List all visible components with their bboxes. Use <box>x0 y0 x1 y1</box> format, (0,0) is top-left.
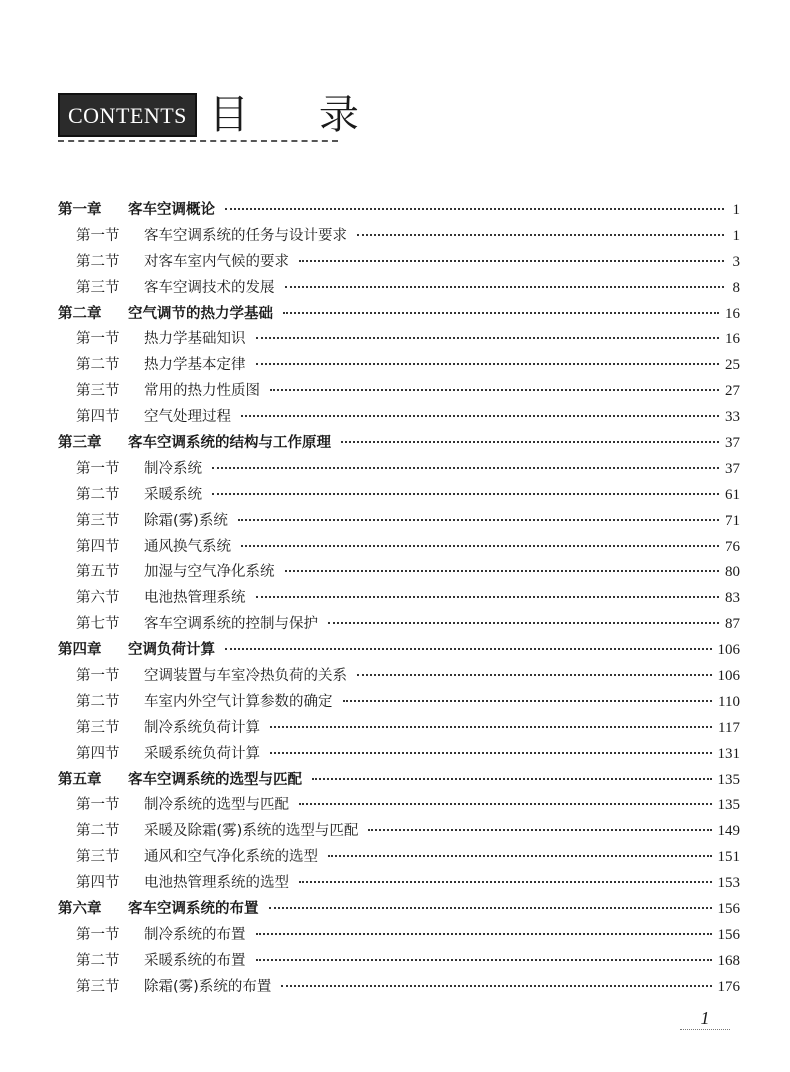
section-number: 第三节 <box>76 978 120 995</box>
dot-leader <box>241 545 719 547</box>
header-divider <box>58 140 338 142</box>
dot-leader <box>256 933 712 935</box>
toc-page-number: 61 <box>725 486 740 503</box>
toc-section-entry[interactable] <box>58 483 740 509</box>
dot-leader <box>212 493 719 495</box>
chapter-title: 客车空调概论 <box>128 202 215 218</box>
dot-leader <box>256 337 720 339</box>
toc-section-entry[interactable] <box>58 690 740 716</box>
toc-page-number: 1 <box>732 202 740 218</box>
section-title: 制冷系统 <box>144 460 202 477</box>
section-title: 电池热管理系统的选型 <box>144 875 289 892</box>
section-number: 第四节 <box>76 745 120 762</box>
section-number: 第七节 <box>76 616 120 633</box>
dot-leader <box>269 907 712 909</box>
dot-leader <box>238 519 719 521</box>
section-title: 常用的热力性质图 <box>144 383 260 400</box>
chapter-title: 空调负荷计算 <box>128 642 215 659</box>
toc-page-number: 156 <box>717 926 740 943</box>
section-number: 第三节 <box>76 719 120 736</box>
toc-section-entry[interactable] <box>58 793 740 819</box>
toc-section-entry[interactable] <box>58 353 740 379</box>
section-number: 第二节 <box>76 486 120 503</box>
section-title: 采暖系统 <box>144 486 202 503</box>
dot-leader <box>225 208 724 210</box>
dot-leader <box>357 674 712 676</box>
toc-section-entry[interactable] <box>58 224 740 250</box>
section-title: 制冷系统负荷计算 <box>144 719 260 736</box>
section-title: 制冷系统的布置 <box>144 926 246 943</box>
chapter-number: 第五章 <box>58 771 102 788</box>
toc-section-entry[interactable] <box>58 276 740 302</box>
section-number: 第一节 <box>76 926 120 943</box>
toc-page-number: 80 <box>725 564 740 581</box>
dot-leader <box>299 881 712 883</box>
toc-section-entry[interactable] <box>58 716 740 742</box>
toc-chapter-entry[interactable] <box>58 768 740 794</box>
section-title: 热力学基本定律 <box>144 357 246 374</box>
section-number: 第三节 <box>76 383 120 400</box>
toc-page-number: 135 <box>717 771 740 788</box>
page-number: 1 <box>700 1008 710 1028</box>
toc-section-entry[interactable] <box>58 457 740 483</box>
toc-chapter-entry[interactable] <box>58 897 740 923</box>
section-number: 第二节 <box>76 693 120 710</box>
section-number: 第二节 <box>76 357 120 374</box>
chapter-number: 第二章 <box>58 305 102 322</box>
toc-section-entry[interactable] <box>58 949 740 975</box>
toc-page-number: 37 <box>725 460 740 477</box>
toc-page-number: 1 <box>732 227 740 244</box>
toc-page-number: 16 <box>725 331 740 348</box>
toc-section-entry[interactable] <box>58 819 740 845</box>
chapter-number: 第一章 <box>58 202 102 218</box>
section-number: 第一节 <box>76 668 120 685</box>
toc-page-number: 76 <box>725 538 740 555</box>
toc-section-entry[interactable] <box>58 742 740 768</box>
toc-page-number: 27 <box>725 383 740 400</box>
toc-page-number: 106 <box>717 642 740 659</box>
dot-leader <box>212 467 719 469</box>
section-number: 第二节 <box>76 823 120 840</box>
section-number: 第一节 <box>76 460 120 477</box>
section-title: 采暖及除霜(雾)系统的选型与匹配 <box>144 823 359 840</box>
section-number: 第三节 <box>76 279 120 296</box>
table-of-contents <box>58 198 740 1001</box>
page-number-ornament <box>680 1029 730 1038</box>
dot-leader <box>270 389 719 391</box>
toc-section-entry[interactable] <box>58 871 740 897</box>
chapter-number: 第六章 <box>58 901 102 918</box>
section-title: 对客车室内气候的要求 <box>144 253 289 270</box>
dot-leader <box>328 855 712 857</box>
toc-chapter-entry[interactable] <box>58 198 740 224</box>
toc-page-number: 8 <box>732 279 740 296</box>
dot-leader <box>256 959 712 961</box>
contents-label: CONTENTS <box>58 93 197 137</box>
toc-page-number: 3 <box>732 253 740 270</box>
toc-chapter-entry[interactable] <box>58 302 740 328</box>
page-title: 目录 <box>208 92 429 138</box>
toc-page-number: 176 <box>717 978 740 995</box>
dot-leader <box>283 312 719 314</box>
section-title: 客车空调技术的发展 <box>144 279 275 296</box>
section-title: 通风换气系统 <box>144 538 231 555</box>
section-number: 第一节 <box>76 797 120 814</box>
section-title: 除霜(雾)系统的布置 <box>144 978 272 995</box>
dot-leader <box>357 234 724 236</box>
dot-leader <box>328 622 719 624</box>
section-number: 第一节 <box>76 227 120 244</box>
toc-section-entry[interactable] <box>58 664 740 690</box>
toc-section-entry[interactable] <box>58 509 740 535</box>
section-title: 制冷系统的选型与匹配 <box>144 797 289 814</box>
dot-leader <box>225 648 712 650</box>
section-title: 客车空调系统的控制与保护 <box>144 616 318 633</box>
dot-leader <box>312 778 712 780</box>
toc-section-entry[interactable] <box>58 586 740 612</box>
dot-leader <box>241 415 719 417</box>
section-title: 空调装置与车室冷热负荷的关系 <box>144 668 347 685</box>
toc-section-entry[interactable] <box>58 535 740 561</box>
toc-page-number: 37 <box>725 435 740 452</box>
toc-header <box>58 92 429 138</box>
chapter-title: 客车空调系统的布置 <box>128 901 259 918</box>
toc-page-number: 151 <box>717 849 740 866</box>
toc-section-entry[interactable] <box>58 250 740 276</box>
toc-page-number: 153 <box>717 875 740 892</box>
section-number: 第四节 <box>76 875 120 892</box>
dot-leader <box>270 726 712 728</box>
toc-page-number: 83 <box>725 590 740 607</box>
section-number: 第四节 <box>76 409 120 426</box>
dot-leader <box>285 286 725 288</box>
toc-chapter-entry[interactable] <box>58 431 740 457</box>
dot-leader <box>285 570 720 572</box>
dot-leader <box>270 752 712 754</box>
toc-page-number: 149 <box>717 823 740 840</box>
dot-leader <box>256 363 720 365</box>
chapter-title: 客车空调系统的选型与匹配 <box>128 771 302 788</box>
section-title: 热力学基础知识 <box>144 331 246 348</box>
dot-leader <box>299 803 712 805</box>
dot-leader <box>368 829 711 831</box>
toc-section-entry[interactable] <box>58 560 740 586</box>
chapter-title: 空气调节的热力学基础 <box>128 305 273 322</box>
section-number: 第四节 <box>76 538 120 555</box>
toc-page-number: 117 <box>718 719 740 736</box>
dot-leader <box>343 700 713 702</box>
toc-page-number: 25 <box>725 357 740 374</box>
toc-page-number: 33 <box>725 409 740 426</box>
chapter-number: 第四章 <box>58 642 102 659</box>
toc-page-number: 87 <box>725 616 740 633</box>
toc-section-entry[interactable] <box>58 923 740 949</box>
toc-page-number: 131 <box>717 745 740 762</box>
section-number: 第一节 <box>76 331 120 348</box>
section-title: 车室内外空气计算参数的确定 <box>144 693 333 710</box>
section-title: 通风和空气净化系统的选型 <box>144 849 318 866</box>
section-number: 第五节 <box>76 564 120 581</box>
toc-section-entry[interactable] <box>58 612 740 638</box>
chapter-title: 客车空调系统的结构与工作原理 <box>128 435 331 452</box>
page-footer <box>680 1008 730 1038</box>
dot-leader <box>281 985 711 987</box>
toc-page-number: 16 <box>725 305 740 322</box>
section-title: 电池热管理系统 <box>144 590 246 607</box>
toc-section-entry[interactable] <box>58 975 740 1001</box>
toc-section-entry[interactable] <box>58 379 740 405</box>
section-number: 第二节 <box>76 952 120 969</box>
dot-leader <box>299 260 724 262</box>
dot-leader <box>341 441 719 443</box>
section-number: 第三节 <box>76 512 120 529</box>
chapter-number: 第三章 <box>58 435 102 452</box>
section-title: 加湿与空气净化系统 <box>144 564 275 581</box>
toc-section-entry[interactable] <box>58 405 740 431</box>
section-number: 第二节 <box>76 253 120 270</box>
toc-page-number: 110 <box>718 693 740 710</box>
toc-section-entry[interactable] <box>58 845 740 871</box>
section-title: 除霜(雾)系统 <box>144 512 228 529</box>
toc-page-number: 71 <box>725 512 740 529</box>
section-title: 客车空调系统的任务与设计要求 <box>144 227 347 244</box>
toc-section-entry[interactable] <box>58 327 740 353</box>
toc-chapter-entry[interactable] <box>58 638 740 664</box>
toc-page-number: 168 <box>717 952 740 969</box>
section-title: 空气处理过程 <box>144 409 231 426</box>
section-number: 第三节 <box>76 849 120 866</box>
toc-page-number: 106 <box>717 668 740 685</box>
section-title: 采暖系统的布置 <box>144 952 246 969</box>
dot-leader <box>256 596 720 598</box>
toc-page-number: 135 <box>717 797 740 814</box>
section-title: 采暖系统负荷计算 <box>144 745 260 762</box>
section-number: 第六节 <box>76 590 120 607</box>
toc-page-number: 156 <box>717 901 740 918</box>
